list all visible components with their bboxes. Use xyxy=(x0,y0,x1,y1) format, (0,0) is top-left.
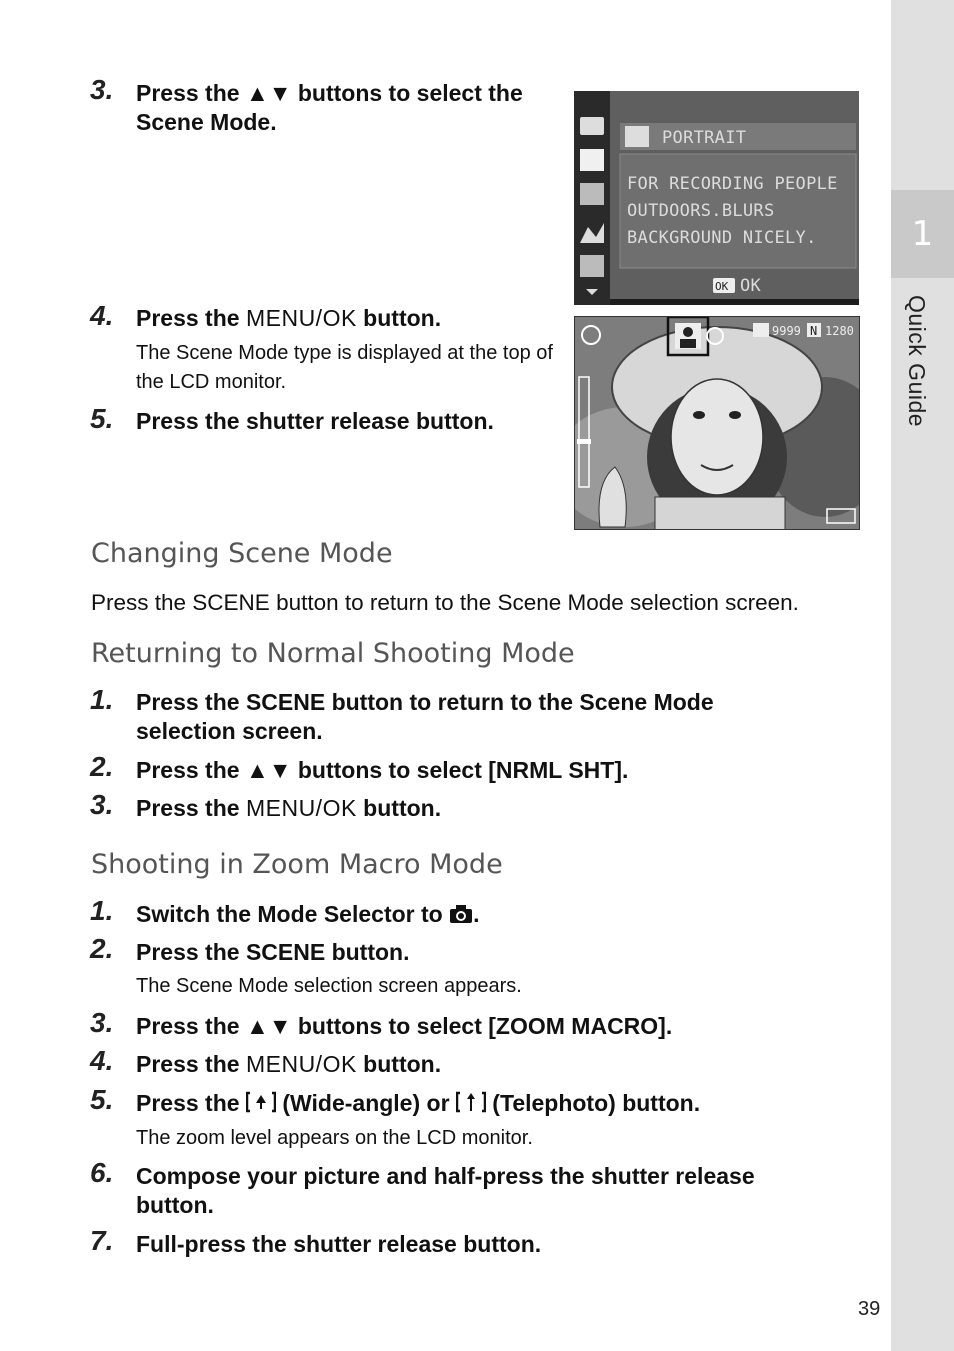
lcd-desc-line: BACKGROUND NICELY. xyxy=(627,228,817,248)
step-text: Press the (Wide-angle) or (Telephoto) button. xyxy=(136,1090,701,1116)
step-number: 3. xyxy=(90,74,114,105)
step-number: 6. xyxy=(90,1157,114,1188)
step-number: 5. xyxy=(90,1084,114,1115)
lcd-remaining-shots: 9999 xyxy=(772,324,801,338)
step-number: 7. xyxy=(90,1225,114,1256)
step-note: The zoom level appears on the LCD monitor. xyxy=(136,1127,533,1149)
step-number: 2. xyxy=(90,933,114,964)
lcd-scene-menu-image xyxy=(574,91,859,305)
chapter-number: 1 xyxy=(891,190,954,278)
menu-ok-button-glyph: MENU/OK xyxy=(245,795,357,821)
lcd-image-size: 1280 xyxy=(825,324,854,338)
menu-ok-button-glyph: MENU/OK xyxy=(245,305,357,331)
step-note: The Scene Mode selection screen appears. xyxy=(136,975,522,997)
step-text: Press the MENU/OK button. xyxy=(136,305,442,331)
page-number: 39 xyxy=(858,1298,881,1320)
section-text: Press the SCENE button to return to the Scene Mode selection screen. xyxy=(91,590,799,615)
step-text: Full-press the shutter release button. xyxy=(136,1231,542,1257)
step-number: 4. xyxy=(90,1045,114,1076)
step-text: Switch the Mode Selector to . xyxy=(136,901,480,927)
lcd-quality: N xyxy=(810,324,818,338)
menu-ok-button-glyph: MENU/OK xyxy=(245,1051,357,1077)
step-text: Press the ▲▼ buttons to select [NRML SHT]. xyxy=(136,757,629,783)
step-text: Press the SCENE button. xyxy=(136,939,410,965)
lcd-card-icon: SD xyxy=(754,323,769,337)
step-text: Compose your picture and half-press the shutter release button. xyxy=(136,1163,755,1218)
step-text: Press the ▲▼ buttons to select [ZOOM MACRO]. xyxy=(136,1013,673,1039)
lcd-ok-label: OK xyxy=(740,276,762,296)
wide-angle-icon xyxy=(246,1090,276,1116)
step-text: Press the shutter release button. xyxy=(136,408,494,434)
chapter-label: Quick Guide xyxy=(904,295,930,428)
camera-mode-icon xyxy=(449,901,473,927)
lcd-portrait-preview-image xyxy=(574,316,860,530)
section-heading: Returning to Normal Shooting Mode xyxy=(91,638,575,669)
step-number: 2. xyxy=(90,751,114,782)
step-note: The Scene Mode type is displayed at the top of the LCD monitor. xyxy=(136,342,553,393)
section-heading: Shooting in Zoom Macro Mode xyxy=(91,849,503,880)
step-number: 3. xyxy=(90,1007,114,1038)
lcd-desc-line: OUTDOORS.BLURS xyxy=(627,201,775,221)
step-text: Press the ▲▼ buttons to select the Scene Mode. xyxy=(136,80,523,135)
step-number: 1. xyxy=(90,895,114,926)
telephoto-icon xyxy=(456,1090,486,1116)
step-text: Press the SCENE button to return to the Scene Mode selection screen. xyxy=(136,689,714,744)
lcd-ok-badge: OK xyxy=(715,280,729,293)
step-number: 5. xyxy=(90,403,114,434)
step-number: 3. xyxy=(90,789,114,820)
step-number: 1. xyxy=(90,684,114,715)
lcd-desc-line: FOR RECORDING PEOPLE xyxy=(627,174,838,194)
step-number: 4. xyxy=(90,300,114,331)
step-text: Press the MENU/OK button. xyxy=(136,1051,442,1077)
step-text: Press the MENU/OK button. xyxy=(136,795,442,821)
section-heading: Changing Scene Mode xyxy=(91,538,393,569)
lcd-mode-name: PORTRAIT xyxy=(662,128,747,148)
